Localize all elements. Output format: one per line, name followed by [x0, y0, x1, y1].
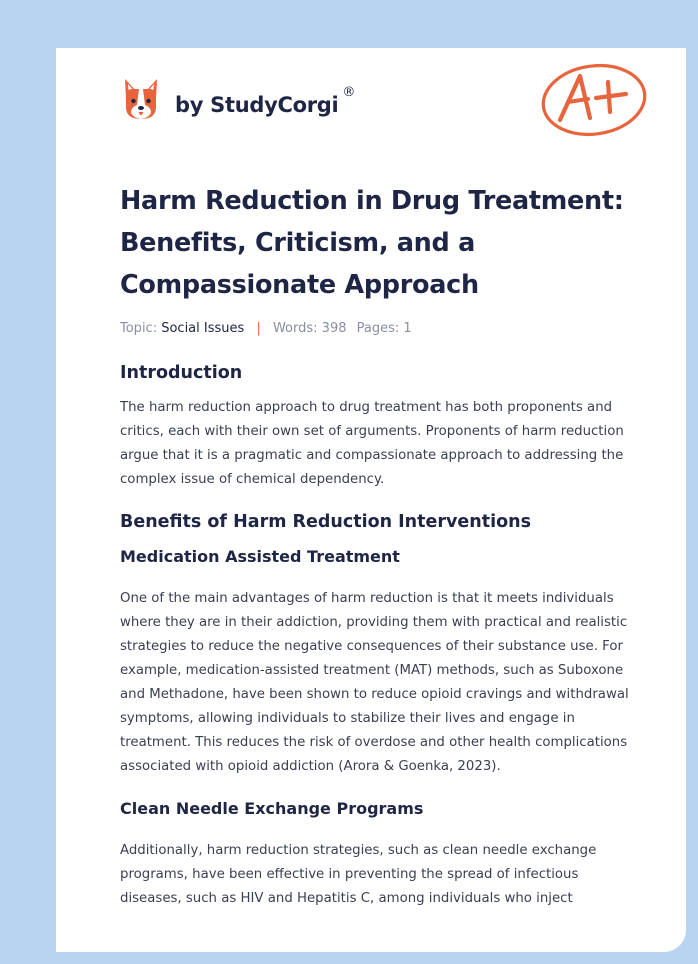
topic-label: Topic:	[120, 321, 158, 336]
article	[120, 180, 636, 911]
section-heading-benefits: Benefits of Harm Reduction Interventions	[120, 512, 531, 532]
brand-name: by StudyCorgi	[175, 93, 339, 117]
article-meta	[120, 320, 636, 338]
word-count: Words: 398	[272, 321, 347, 336]
paragraph-introduction: The harm reduction approach to drug treatment has both proponents and critics, each with their own set of arguments. Proponents of harm reduction argue that it is a pragmatic and compassionate approach to addressing the complex issue of chemical dependency.	[120, 400, 624, 487]
paragraph-needle-exchange: Additionally, harm reduction strategies, such as clean needle exchange programs, have been effective in preventing the spread of infectious diseases, such as HIV and Hepatitis C, among individuals who inject	[120, 843, 597, 906]
article-title: Harm Reduction in Drug Treatment: Benefits, Criticism, and a Compassionate Approach	[120, 186, 624, 300]
subheading-needle-exchange: Clean Needle Exchange Programs	[120, 799, 424, 818]
subheading-mat: Medication Assisted Treatment	[120, 547, 400, 566]
topic-link[interactable]: Social Issues	[161, 321, 245, 336]
page-count: Pages: 1	[356, 321, 412, 336]
corgi-logo-icon	[121, 77, 161, 125]
paragraph-mat: One of the main advantages of harm reduction is that it meets individuals where they are in their addiction, providing them with practical and realistic strategies to reduce the negative consequences of their substance use. For example, medication-assisted treatment (MAT) methods, such as Suboxone and Methadone, have been shown to reduce opioid cravings and withdrawal symptoms, allowing individuals to stabilize their lives and engage in treatment. This reduces the risk of overdose and other health complications associated with opioid addiction (Arora & Goenka, 2023).	[120, 591, 629, 774]
document-page	[56, 48, 686, 952]
section-heading-introduction: Introduction	[120, 363, 243, 383]
a-plus-grade-icon	[538, 60, 650, 140]
meta-separator: |	[256, 321, 261, 336]
studycorgi-logo[interactable]	[121, 76, 355, 126]
registered-mark: ®	[342, 84, 356, 100]
